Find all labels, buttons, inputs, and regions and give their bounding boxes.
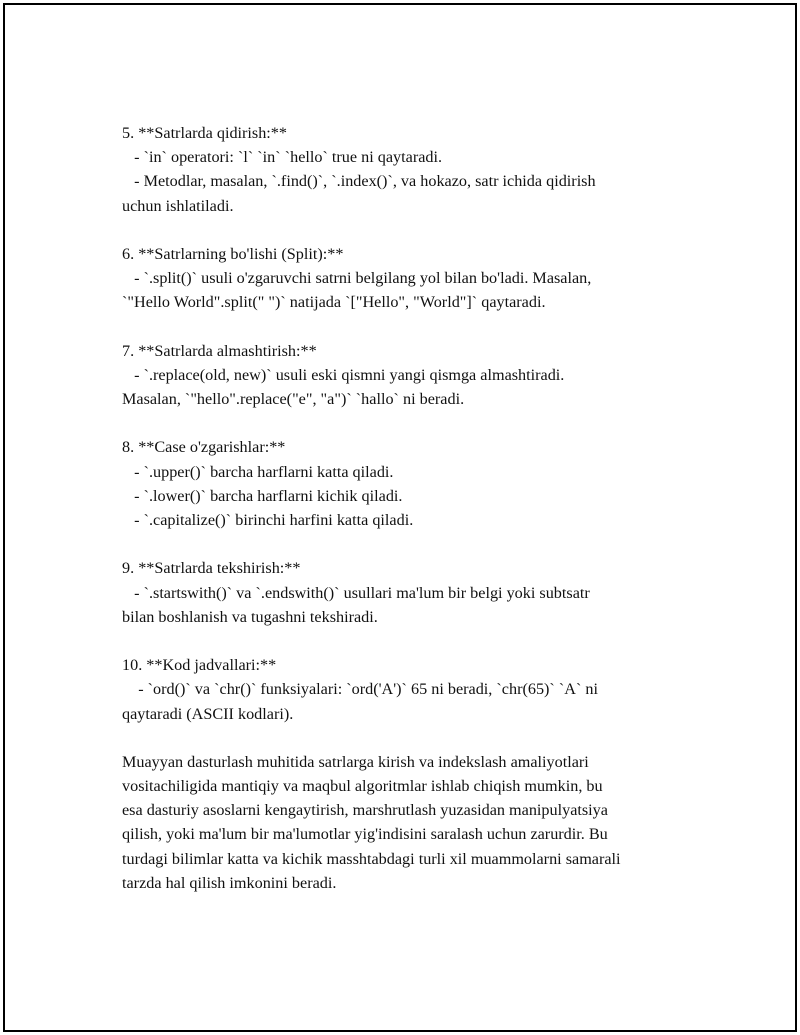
text-line: turdagi bilimlar katta va kichik masshtabdagi turli xil muammolarni samarali <box>122 849 621 868</box>
document-body <box>122 121 722 895</box>
paragraph-gap <box>122 532 722 556</box>
text-line: - `.replace(old, new)` usuli eski qismni yangi qismga almashtiradi. <box>122 365 565 384</box>
section-heading: 7. **Satrlarda almashtirish:** <box>122 341 317 360</box>
section-code-tables <box>122 653 722 726</box>
text-line: Masalan, `"hello".replace("e", "a")` `hallo` ni beradi. <box>122 390 465 409</box>
paragraph-gap <box>122 629 722 653</box>
text-line: - `.split()` usuli o'zgaruvchi satrni belgilang yol bilan bo'ladi. Masalan, <box>122 269 592 288</box>
paragraph-gap <box>122 218 722 242</box>
section-heading: 8. **Case o'zgarishlar:** <box>122 438 286 457</box>
section-heading: 9. **Satrlarda tekshirish:** <box>122 559 301 578</box>
section-string-replace <box>122 339 722 412</box>
text-line: uchun ishlatiladi. <box>122 196 234 215</box>
section-heading: 10. **Kod jadvallari:** <box>122 656 277 675</box>
text-line: qaytaradi (ASCII kodlari). <box>122 704 294 723</box>
text-line: - `ord()` va `chr()` funksiyalari: `ord('A')` 65 ni beradi, `chr(65)` `A` ni <box>122 680 598 699</box>
section-heading: 6. **Satrlarning bo'lishi (Split):** <box>122 244 344 263</box>
closing-paragraph <box>122 750 722 895</box>
text-line: Muayyan dasturlash muhitida satrlarga kirish va indekslash amaliyotlari <box>122 752 589 771</box>
text-line: vositachiligida mantiqiy va maqbul algoritmlar ishlab chiqish mumkin, bu <box>122 777 603 796</box>
text-line: - `.upper()` barcha harflarni katta qiladi. <box>122 462 394 481</box>
text-line: `"Hello World".split(" ")` natijada `["Hello", "World"]` qaytaradi. <box>122 293 546 312</box>
text-line: esa dasturiy asoslarni kengaytirish, marshrutlash yuzasidan manipulyatsiya <box>122 801 608 820</box>
page-frame <box>3 3 797 1032</box>
section-string-check <box>122 556 722 629</box>
paragraph-gap <box>122 411 722 435</box>
section-string-search <box>122 121 722 218</box>
section-case-changes <box>122 435 722 532</box>
text-line: - `.capitalize()` birinchi harfini katta qiladi. <box>122 511 414 529</box>
text-line: qilish, yoki ma'lum bir ma'lumotlar yig'indisini saralash uchun zarurdir. Bu <box>122 825 608 844</box>
text-line: tarzda hal qilish imkonini beradi. <box>122 873 337 892</box>
paragraph-gap <box>122 315 722 339</box>
text-line: - Metodlar, masalan, `.find()`, `.index()`, va hokazo, satr ichida qidirish <box>122 172 596 191</box>
paragraph-gap <box>122 726 722 750</box>
text-line: - `.startswith()` va `.endswith()` usullari ma'lum bir belgi yoki subtsatr <box>122 583 590 602</box>
section-string-split <box>122 242 722 315</box>
text-line: - `in` operatori: `l` `in` `hello` true ni qaytaradi. <box>122 148 443 167</box>
text-line: bilan boshlanish va tugashni tekshiradi. <box>122 607 378 626</box>
text-line: - `.lower()` barcha harflarni kichik qiladi. <box>122 486 403 505</box>
section-heading: 5. **Satrlarda qidirish:** <box>122 124 287 142</box>
